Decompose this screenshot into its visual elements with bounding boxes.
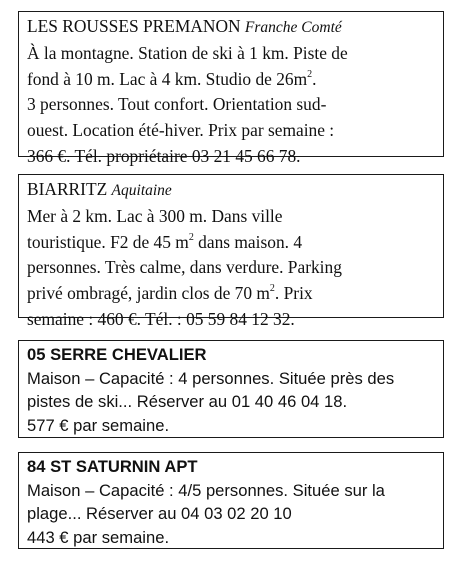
listing-line-text: privé ombragé, jardin clos de 70 m <box>27 283 270 304</box>
listing-line: 3 personnes. Tout confort. Orientation sud- <box>27 94 327 115</box>
listing-line: fond à 10 m. Lac à 4 km. Studio de $26m^2$. <box>27 68 317 89</box>
listing-title: 84 ST SATURNIN APT <box>27 457 198 476</box>
listing-line: pistes de ski... Réserver au 01 40 46 04 18. <box>27 392 348 412</box>
listing-line-text: dans maison. 4 <box>193 231 303 252</box>
listing-line: semaine : 460 €. Tél. : 05 59 84 12 32. <box>27 308 295 329</box>
listing-line: 577 € par semaine. <box>27 415 170 435</box>
listing-line: ouest. Location été-hiver. Prix par semaine : <box>27 120 335 141</box>
listing-town: BIARRITZ <box>27 179 108 199</box>
superscript: 2 <box>307 68 313 80</box>
listing-line: Mer à 2 km. Lac à 300 m. Dans ville <box>27 205 283 226</box>
listing-line: plage... Réserver au 04 03 02 20 10 <box>27 504 292 524</box>
listing-line: Maison – Capacité : 4 personnes. Située près des <box>27 368 395 388</box>
listing-line: À la montagne. Station de ski à 1 km. Piste de <box>27 42 348 63</box>
listing-heading <box>27 14 435 41</box>
listing-biarritz <box>18 174 444 329</box>
listing-st-saturnin <box>18 452 444 549</box>
listing-region: Aquitaine <box>111 182 172 199</box>
listing-line: 443 € par semaine. <box>27 527 170 547</box>
listing-town: LES ROUSSES PREMANON <box>27 16 241 36</box>
listing-line <box>27 281 435 307</box>
listing-les-rousses <box>18 11 444 166</box>
listing-region: Franche Comté <box>244 19 342 36</box>
listing-line: 366 €. Tél. propriétaire 03 21 45 66 78. <box>27 145 301 166</box>
listing-serre-chevalier <box>18 340 444 438</box>
superscript: 2 <box>188 231 194 243</box>
listing-line: Maison – Capacité : 4/5 personnes. Située sur la <box>27 480 385 500</box>
listing-line <box>27 230 435 256</box>
listing-line: personnes. Très calme, dans verdure. Parking <box>27 257 342 278</box>
listing-line-text: . Prix <box>274 283 313 304</box>
listing-title: 05 SERRE CHEVALIER <box>27 345 207 364</box>
superscript: 2 <box>269 283 275 295</box>
listing-line-text: touristique. F2 de 45 m <box>27 231 189 252</box>
listing-line-text: fond à 10 m. Lac à 4 km. Studio de 26m <box>27 68 308 89</box>
listing-heading <box>27 177 435 204</box>
